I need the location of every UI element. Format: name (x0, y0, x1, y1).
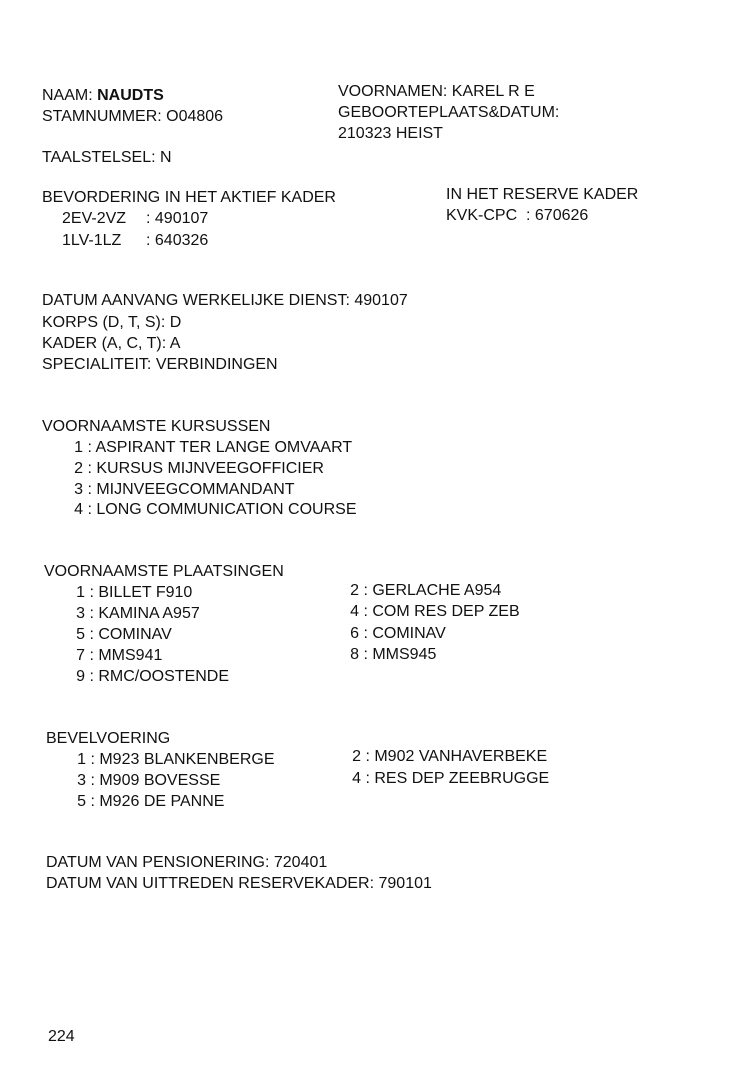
bevordering-rank-2: 1LV-1LZ (62, 232, 122, 249)
kursus-text: : LONG COMMUNICATION COURSE (87, 501, 357, 518)
specialiteit: SPECIALITEIT: VERBINDINGEN (42, 356, 278, 373)
kader: KADER (A, C, T): A (42, 335, 181, 352)
kursussen-title: VOORNAAMSTE KURSUSSEN (42, 418, 271, 435)
bevordering-reserve: KVK-CPC : 670626 (446, 207, 589, 224)
datum-pensionering: DATUM VAN PENSIONERING: 720401 (46, 854, 328, 871)
bevordering-aktief-title: BEVORDERING IN HET AKTIEF KADER (42, 189, 336, 206)
plaatsingen-title: VOORNAAMSTE PLAATSINGEN (44, 563, 284, 580)
bevelvoering-text: : RES DEP ZEEBRUGGE (365, 770, 550, 787)
bevordering-reserve-title: IN HET RESERVE KADER (446, 186, 639, 203)
naam-line (42, 88, 164, 104)
bevelvoering-item (72, 794, 224, 810)
kursus-item (69, 502, 357, 518)
kursus-number: 4 (74, 501, 83, 518)
plaatsing-number: 6 (350, 625, 359, 642)
naam-label: NAAM: (42, 87, 93, 104)
plaatsing-number: 2 (350, 582, 359, 599)
bevelvoering-item (347, 771, 549, 787)
bevordering-date-1: : 490107 (146, 210, 209, 227)
bevelvoering-number: 1 (77, 751, 86, 768)
bevelvoering-number: 4 (352, 770, 361, 787)
bevelvoering-title: BEVELVOERING (46, 730, 171, 747)
page-number: 224 (48, 1028, 75, 1045)
bevelvoering-text: : M909 BOVESSE (90, 772, 221, 789)
bevelvoering-number: 5 (77, 793, 86, 810)
datum-uittreden: DATUM VAN UITTREDEN RESERVEKADER: 790101 (46, 875, 432, 892)
plaatsing-item (345, 604, 520, 620)
plaatsing-text: : COMINAV (363, 625, 446, 642)
plaatsing-text: : BILLET F910 (89, 584, 193, 601)
kursus-number: 3 (74, 481, 83, 498)
plaatsing-text: : GERLACHE A954 (363, 582, 502, 599)
plaatsing-item (71, 585, 192, 601)
kursus-item (69, 461, 324, 477)
kursus-item (69, 482, 295, 498)
plaatsing-item (71, 627, 172, 643)
bevelvoering-number: 3 (77, 772, 86, 789)
plaatsing-number: 3 (76, 605, 85, 622)
taalstelsel: TAALSTELSEL: N (42, 149, 172, 166)
plaatsing-number: 4 (350, 603, 359, 620)
plaatsing-text: : MMS941 (89, 647, 163, 664)
stamnummer: STAMNUMMER: O04806 (42, 108, 224, 125)
bevelvoering-number: 2 (352, 748, 361, 765)
bevelvoering-item (72, 773, 220, 789)
plaatsing-number: 7 (76, 647, 85, 664)
plaatsing-text: : COM RES DEP ZEB (363, 603, 520, 620)
bevelvoering-text: : M926 DE PANNE (90, 793, 225, 810)
kursus-text: : ASPIRANT TER LANGE OMVAART (87, 439, 353, 456)
plaatsing-number: 5 (76, 626, 85, 643)
plaatsing-item (71, 606, 200, 622)
plaatsing-number: 1 (76, 584, 85, 601)
plaatsing-item (345, 626, 446, 642)
plaatsing-number: 8 (350, 646, 359, 663)
plaatsing-text: : RMC/OOSTENDE (89, 668, 230, 685)
plaatsing-text: : KAMINA A957 (89, 605, 200, 622)
korps: KORPS (D, T, S): D (42, 314, 182, 331)
bevelvoering-text: : M902 VANHAVERBEKE (365, 748, 548, 765)
kursus-text: : KURSUS MIJNVEEGOFFICIER (87, 460, 324, 477)
plaatsing-text: : MMS945 (363, 646, 437, 663)
geboorte-value: 210323 HEIST (338, 125, 443, 142)
plaatsing-item (71, 648, 162, 664)
plaatsing-item (345, 647, 436, 663)
voornamen: VOORNAMEN: KAREL R E (338, 83, 535, 100)
kursus-number: 2 (74, 460, 83, 477)
plaatsing-text: : COMINAV (89, 626, 172, 643)
plaatsing-item (345, 583, 501, 599)
naam-value: NAUDTS (97, 87, 164, 104)
geboorte-label: GEBOORTEPLAATS&DATUM: (338, 104, 560, 121)
kursus-text: : MIJNVEEGCOMMANDANT (87, 481, 295, 498)
bevordering-date-2: : 640326 (146, 232, 209, 249)
plaatsing-item (71, 669, 229, 685)
plaatsing-number: 9 (76, 668, 85, 685)
bevordering-rank-1: 2EV-2VZ (62, 210, 127, 227)
kursus-item (69, 440, 352, 456)
kursus-number: 1 (74, 439, 83, 456)
bevelvoering-item (347, 749, 547, 765)
datum-aanvang: DATUM AANVANG WERKELIJKE DIENST: 490107 (42, 292, 408, 309)
bevelvoering-text: : M923 BLANKENBERGE (90, 751, 275, 768)
bevelvoering-item (72, 752, 275, 768)
